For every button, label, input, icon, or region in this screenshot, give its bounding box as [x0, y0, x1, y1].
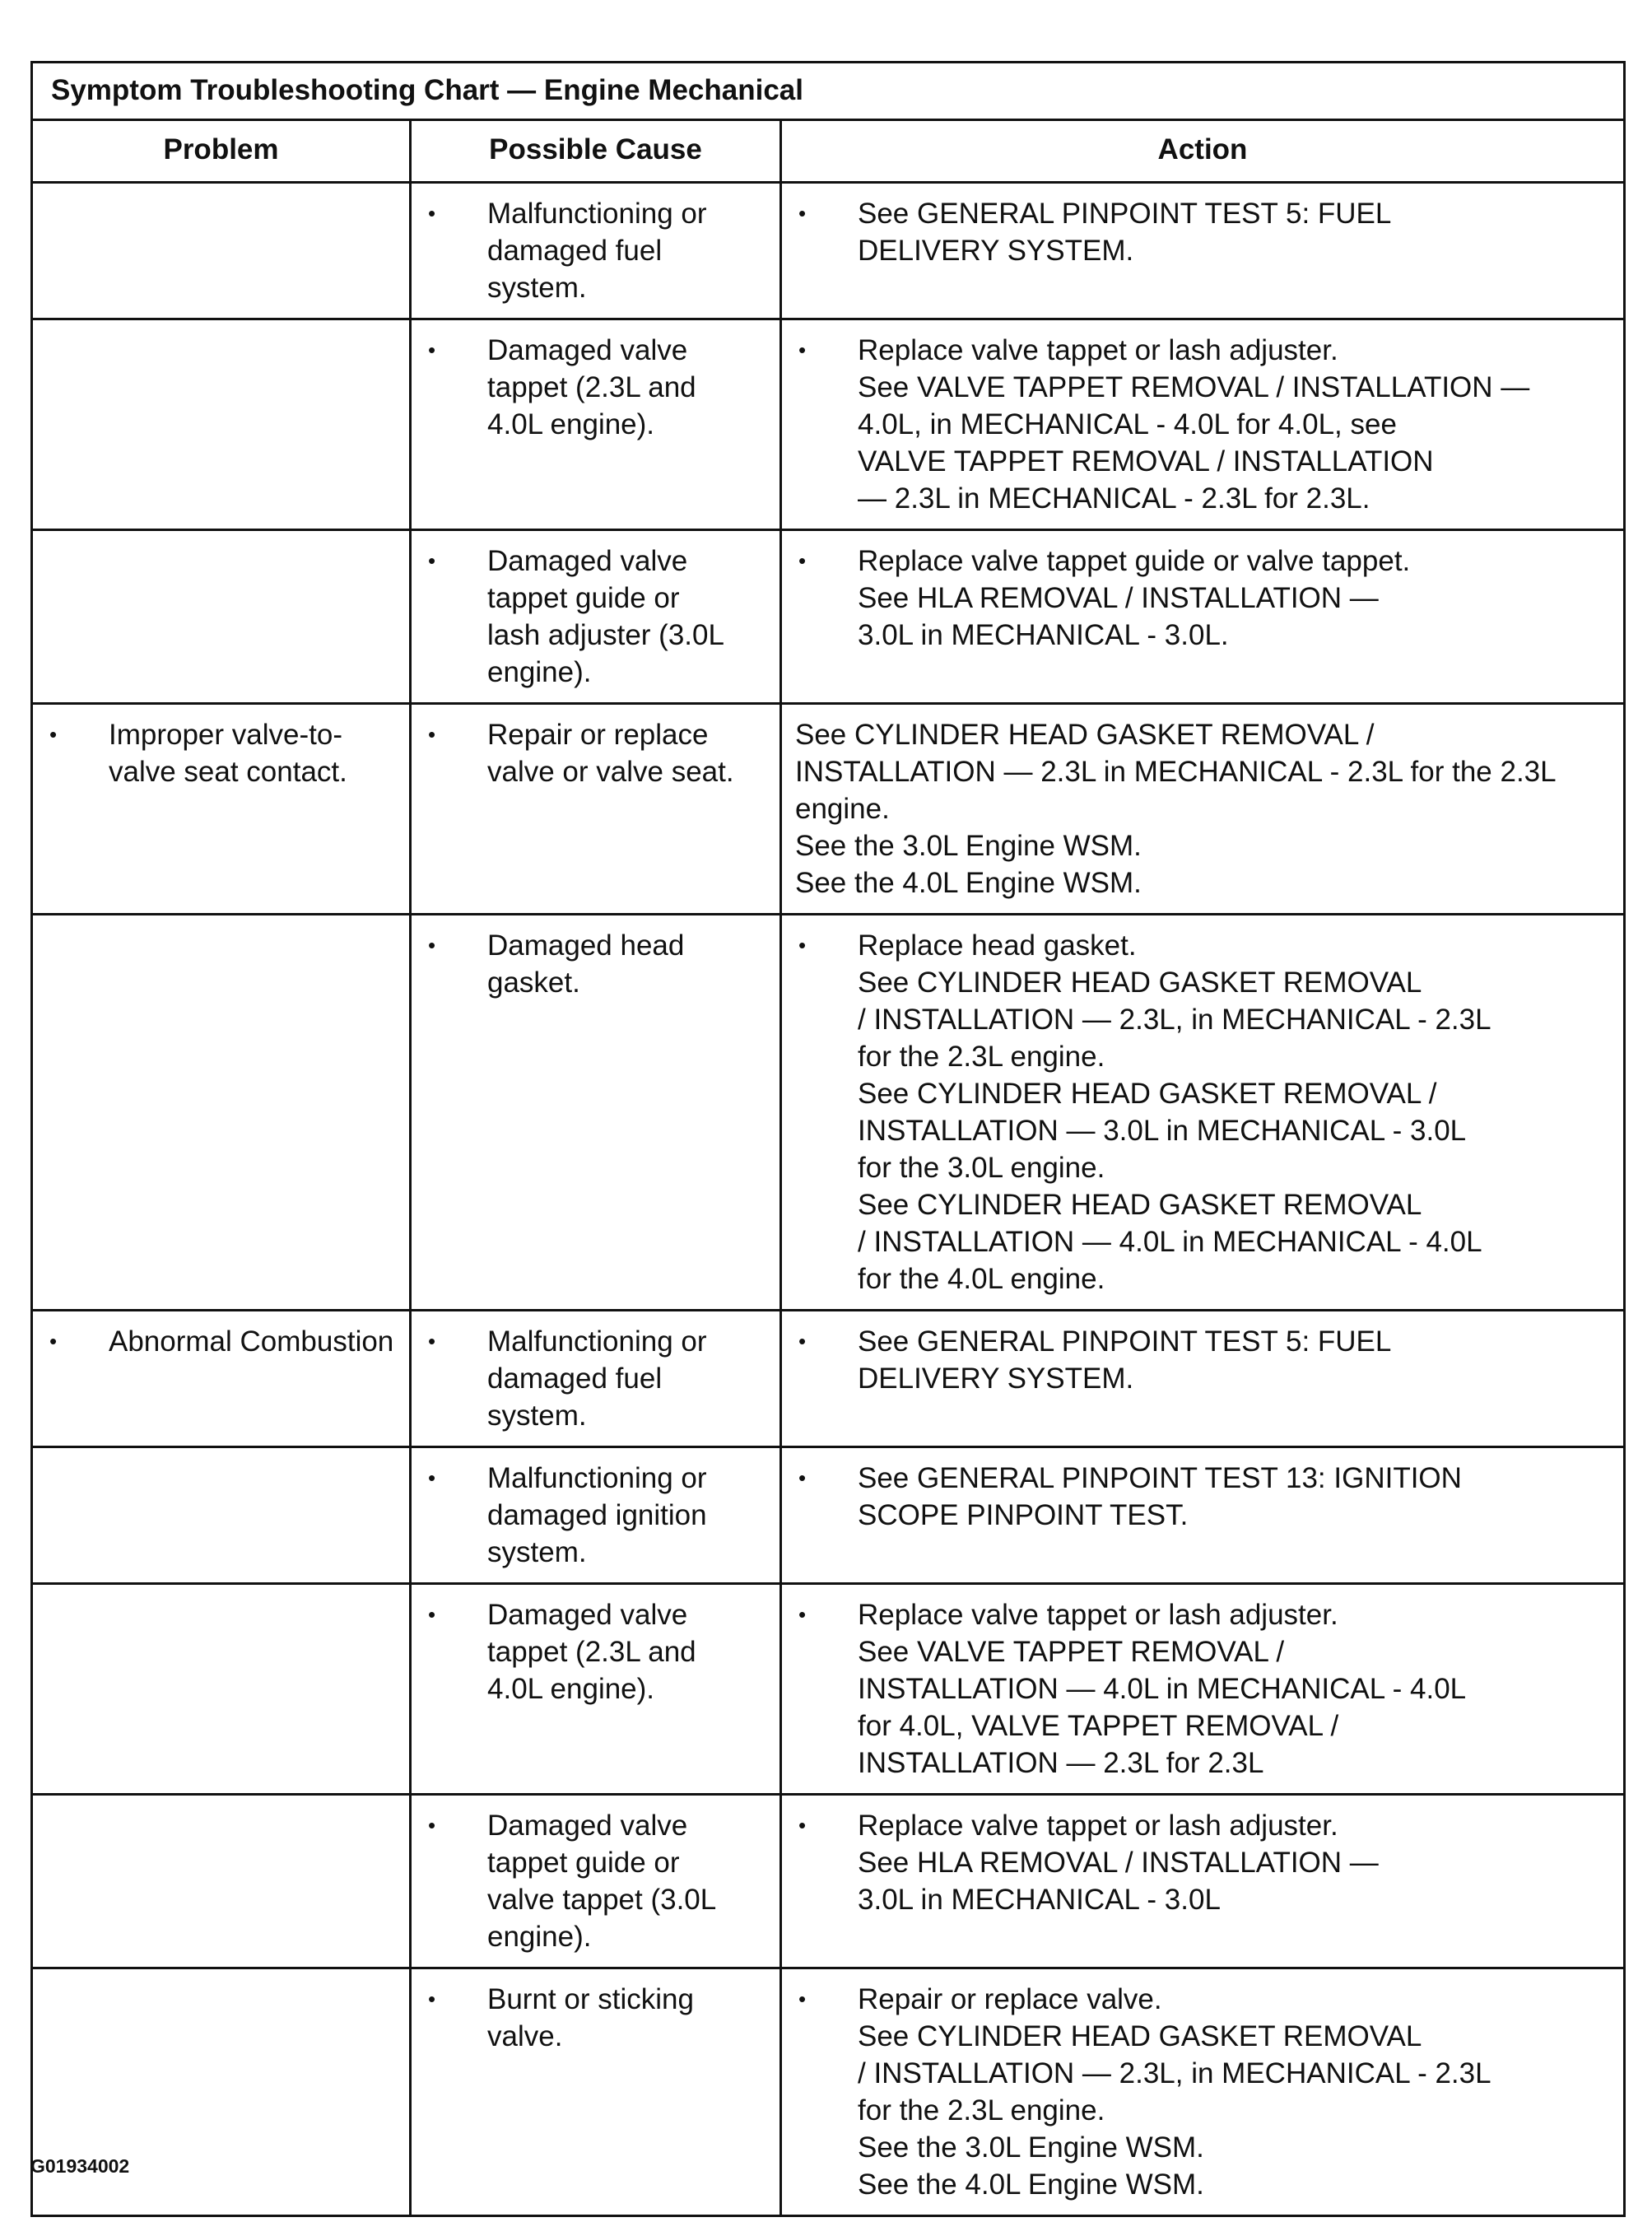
cause-text: Damaged head gasket.: [487, 929, 685, 999]
action-line: DELIVERY SYSTEM.: [858, 235, 1134, 267]
possible-cause-cell: [411, 319, 781, 530]
action-cell: [781, 704, 1625, 915]
cause-text: Malfunctioning or damaged ignition system.: [487, 1462, 707, 1568]
action-cell: [781, 319, 1625, 530]
table-row: [32, 1311, 1625, 1447]
cause-text: Damaged valve tappet guide or lash adjuster (3.0L engine).: [487, 545, 724, 688]
cause-item: [423, 1807, 768, 1955]
action-line: See the 3.0L Engine WSM.: [858, 2131, 1204, 2164]
cause-item: [423, 332, 768, 443]
table-row: [32, 1795, 1625, 1968]
action-line: Replace valve tappet or lash adjuster.: [858, 1599, 1338, 1631]
title-row: [32, 63, 1625, 120]
bullet-icon: •: [428, 1329, 436, 1353]
table-row: [32, 1584, 1625, 1795]
table-row: [32, 1968, 1625, 2216]
action-line: — 2.3L in MECHANICAL - 2.3L for 2.3L.: [858, 482, 1370, 515]
header-problem: Problem: [32, 120, 411, 183]
cause-text: Repair or replace valve or valve seat.: [487, 719, 734, 788]
action-cell: [781, 1447, 1625, 1584]
bullet-icon: •: [798, 1602, 807, 1627]
action-line: See the 4.0L Engine WSM.: [858, 2168, 1204, 2201]
bullet-icon: •: [798, 1329, 807, 1353]
header-row: [32, 120, 1625, 183]
cause-text: Malfunctioning or damaged fuel system.: [487, 1325, 707, 1432]
header-possible-cause: Possible Cause: [411, 120, 781, 183]
action-item: [793, 1981, 1612, 2203]
action-line: Replace head gasket.: [858, 929, 1137, 962]
action-text: [818, 1981, 1612, 2203]
problem-item: [44, 716, 398, 790]
action-cell: [781, 915, 1625, 1311]
action-line: See VALVE TAPPET REMOVAL /: [858, 1636, 1285, 1668]
possible-cause-cell: [411, 915, 781, 1311]
action-item: [793, 927, 1612, 1297]
bullet-icon: •: [798, 201, 807, 226]
cause-item: [423, 1596, 768, 1707]
problem-cell: [32, 183, 411, 319]
problem-cell: [32, 915, 411, 1311]
possible-cause-cell: [411, 183, 781, 319]
action-cell: [781, 530, 1625, 704]
action-cell: [781, 1795, 1625, 1968]
bullet-icon: •: [49, 1329, 58, 1353]
action-item: [793, 195, 1612, 269]
action-line: INSTALLATION — 3.0L in MECHANICAL - 3.0L: [858, 1115, 1467, 1147]
action-item: [793, 1323, 1612, 1397]
action-item: [793, 332, 1612, 517]
action-line: See GENERAL PINPOINT TEST 13: IGNITION: [858, 1462, 1462, 1494]
possible-cause-cell: [411, 1447, 781, 1584]
action-line: for 4.0L, VALVE TAPPET REMOVAL /: [858, 1710, 1339, 1742]
cause-text: Burnt or sticking valve.: [487, 1983, 694, 2052]
action-text: [818, 1323, 1612, 1397]
table-row: [32, 1447, 1625, 1584]
cause-text: Malfunctioning or damaged fuel system.: [487, 198, 707, 304]
bullet-icon: •: [428, 1987, 436, 2011]
action-item: [793, 1807, 1612, 1918]
table-row: [32, 530, 1625, 704]
chart-title: Symptom Troubleshooting Chart — Engine Mechanical: [32, 63, 1625, 120]
action-line: Repair or replace valve.: [858, 1983, 1162, 2015]
action-line: See the 3.0L Engine WSM.: [795, 830, 1142, 862]
header-action: Action: [781, 120, 1625, 183]
action-line: VALVE TAPPET REMOVAL / INSTALLATION: [858, 445, 1434, 477]
action-line: DELIVERY SYSTEM.: [858, 1363, 1134, 1395]
action-line: engine.: [795, 793, 890, 825]
action-line: See GENERAL PINPOINT TEST 5: FUEL: [858, 1325, 1392, 1358]
action-line: See GENERAL PINPOINT TEST 5: FUEL: [858, 198, 1392, 230]
action-text: [818, 1460, 1612, 1534]
action-line: 3.0L in MECHANICAL - 3.0L.: [858, 619, 1229, 651]
action-line: SCOPE PINPOINT TEST.: [858, 1499, 1189, 1531]
action-line: / INSTALLATION — 4.0L in MECHANICAL - 4.0L: [858, 1226, 1482, 1258]
action-line: See HLA REMOVAL / INSTALLATION —: [858, 582, 1379, 614]
action-cell: [781, 183, 1625, 319]
action-text: [818, 332, 1612, 517]
action-line: See the 4.0L Engine WSM.: [795, 867, 1142, 899]
troubleshooting-table: [30, 61, 1626, 2217]
action-line: See CYLINDER HEAD GASKET REMOVAL: [858, 1189, 1422, 1221]
action-cell: [781, 1968, 1625, 2216]
table-row: [32, 319, 1625, 530]
action-line: See CYLINDER HEAD GASKET REMOVAL /: [858, 1078, 1437, 1110]
cause-item: [423, 1460, 768, 1571]
bullet-icon: •: [798, 1465, 807, 1490]
problem-text: Abnormal Combustion: [109, 1325, 394, 1358]
action-item: [793, 543, 1612, 654]
action-text: [818, 543, 1612, 654]
action-line: for the 2.3L engine.: [858, 2094, 1105, 2127]
action-line: See HLA REMOVAL / INSTALLATION —: [858, 1847, 1379, 1879]
cause-text: Damaged valve tappet guide or valve tappet (3.0L engine).: [487, 1810, 715, 1953]
action-line: for the 3.0L engine.: [858, 1152, 1105, 1184]
cause-item: [423, 1323, 768, 1434]
action-line: Replace valve tappet guide or valve tappet.: [858, 545, 1411, 577]
action-line: Replace valve tappet or lash adjuster.: [858, 334, 1338, 366]
cause-text: Damaged valve tappet (2.3L and 4.0L engine).: [487, 1599, 696, 1705]
possible-cause-cell: [411, 1584, 781, 1795]
table-row: [32, 183, 1625, 319]
action-text: [818, 195, 1612, 269]
bullet-icon: •: [428, 1813, 436, 1838]
action-line: for the 2.3L engine.: [858, 1041, 1105, 1073]
table-body: [32, 183, 1625, 2216]
action-line: / INSTALLATION — 2.3L, in MECHANICAL - 2.3L: [858, 1004, 1491, 1036]
action-line: See CYLINDER HEAD GASKET REMOVAL: [858, 967, 1422, 999]
cause-item: [423, 927, 768, 1001]
action-text: [818, 1807, 1612, 1918]
problem-cell: [32, 1584, 411, 1795]
bullet-icon: •: [428, 722, 436, 747]
possible-cause-cell: [411, 1311, 781, 1447]
problem-item: [44, 1323, 398, 1360]
action-line: / INSTALLATION — 2.3L, in MECHANICAL - 2.3L: [858, 2057, 1491, 2089]
action-line: INSTALLATION — 2.3L for 2.3L: [858, 1747, 1264, 1779]
possible-cause-cell: [411, 530, 781, 704]
action-item: [793, 1460, 1612, 1534]
cause-text: Damaged valve tappet (2.3L and 4.0L engine).: [487, 334, 696, 440]
problem-text: Improper valve-to-valve seat contact.: [109, 719, 347, 788]
action-item: [793, 716, 1612, 901]
problem-cell: [32, 1311, 411, 1447]
cause-item: [423, 1981, 768, 2055]
action-line: 3.0L in MECHANICAL - 3.0L: [858, 1884, 1221, 1916]
problem-cell: [32, 1795, 411, 1968]
bullet-icon: •: [798, 933, 807, 957]
problem-cell: [32, 1968, 411, 2216]
bullet-icon: •: [428, 1602, 436, 1627]
bullet-icon: •: [428, 338, 436, 362]
cause-item: [423, 195, 768, 306]
action-line: See CYLINDER HEAD GASKET REMOVAL /: [795, 719, 1375, 751]
problem-cell: [32, 1447, 411, 1584]
problem-cell: [32, 530, 411, 704]
bullet-icon: •: [798, 1987, 807, 2011]
bullet-icon: •: [49, 722, 58, 747]
cause-item: [423, 543, 768, 691]
figure-id: G01934002: [30, 2155, 130, 2177]
action-text: [818, 1596, 1612, 1782]
possible-cause-cell: [411, 1795, 781, 1968]
problem-cell: [32, 704, 411, 915]
action-line: 4.0L, in MECHANICAL - 4.0L for 4.0L, see: [858, 408, 1397, 440]
action-item: [793, 1596, 1612, 1782]
action-line: INSTALLATION — 4.0L in MECHANICAL - 4.0L: [858, 1673, 1467, 1705]
bullet-icon: •: [428, 201, 436, 226]
action-text: [818, 927, 1612, 1297]
action-line: INSTALLATION — 2.3L in MECHANICAL - 2.3L for the 2.3L: [795, 756, 1557, 788]
bullet-icon: •: [798, 548, 807, 573]
action-line: Replace valve tappet or lash adjuster.: [858, 1810, 1338, 1842]
bullet-icon: •: [428, 933, 436, 957]
bullet-icon: •: [428, 548, 436, 573]
table-row: [32, 704, 1625, 915]
possible-cause-cell: [411, 1968, 781, 2216]
action-line: for the 4.0L engine.: [858, 1263, 1105, 1295]
cause-item: [423, 716, 768, 790]
action-cell: [781, 1311, 1625, 1447]
problem-cell: [32, 319, 411, 530]
action-line: See VALVE TAPPET REMOVAL / INSTALLATION —: [858, 371, 1530, 403]
possible-cause-cell: [411, 704, 781, 915]
bullet-icon: •: [798, 338, 807, 362]
table-row: [32, 915, 1625, 1311]
action-line: See CYLINDER HEAD GASKET REMOVAL: [858, 2020, 1422, 2052]
bullet-icon: •: [428, 1465, 436, 1490]
action-cell: [781, 1584, 1625, 1795]
bullet-icon: •: [798, 1813, 807, 1838]
